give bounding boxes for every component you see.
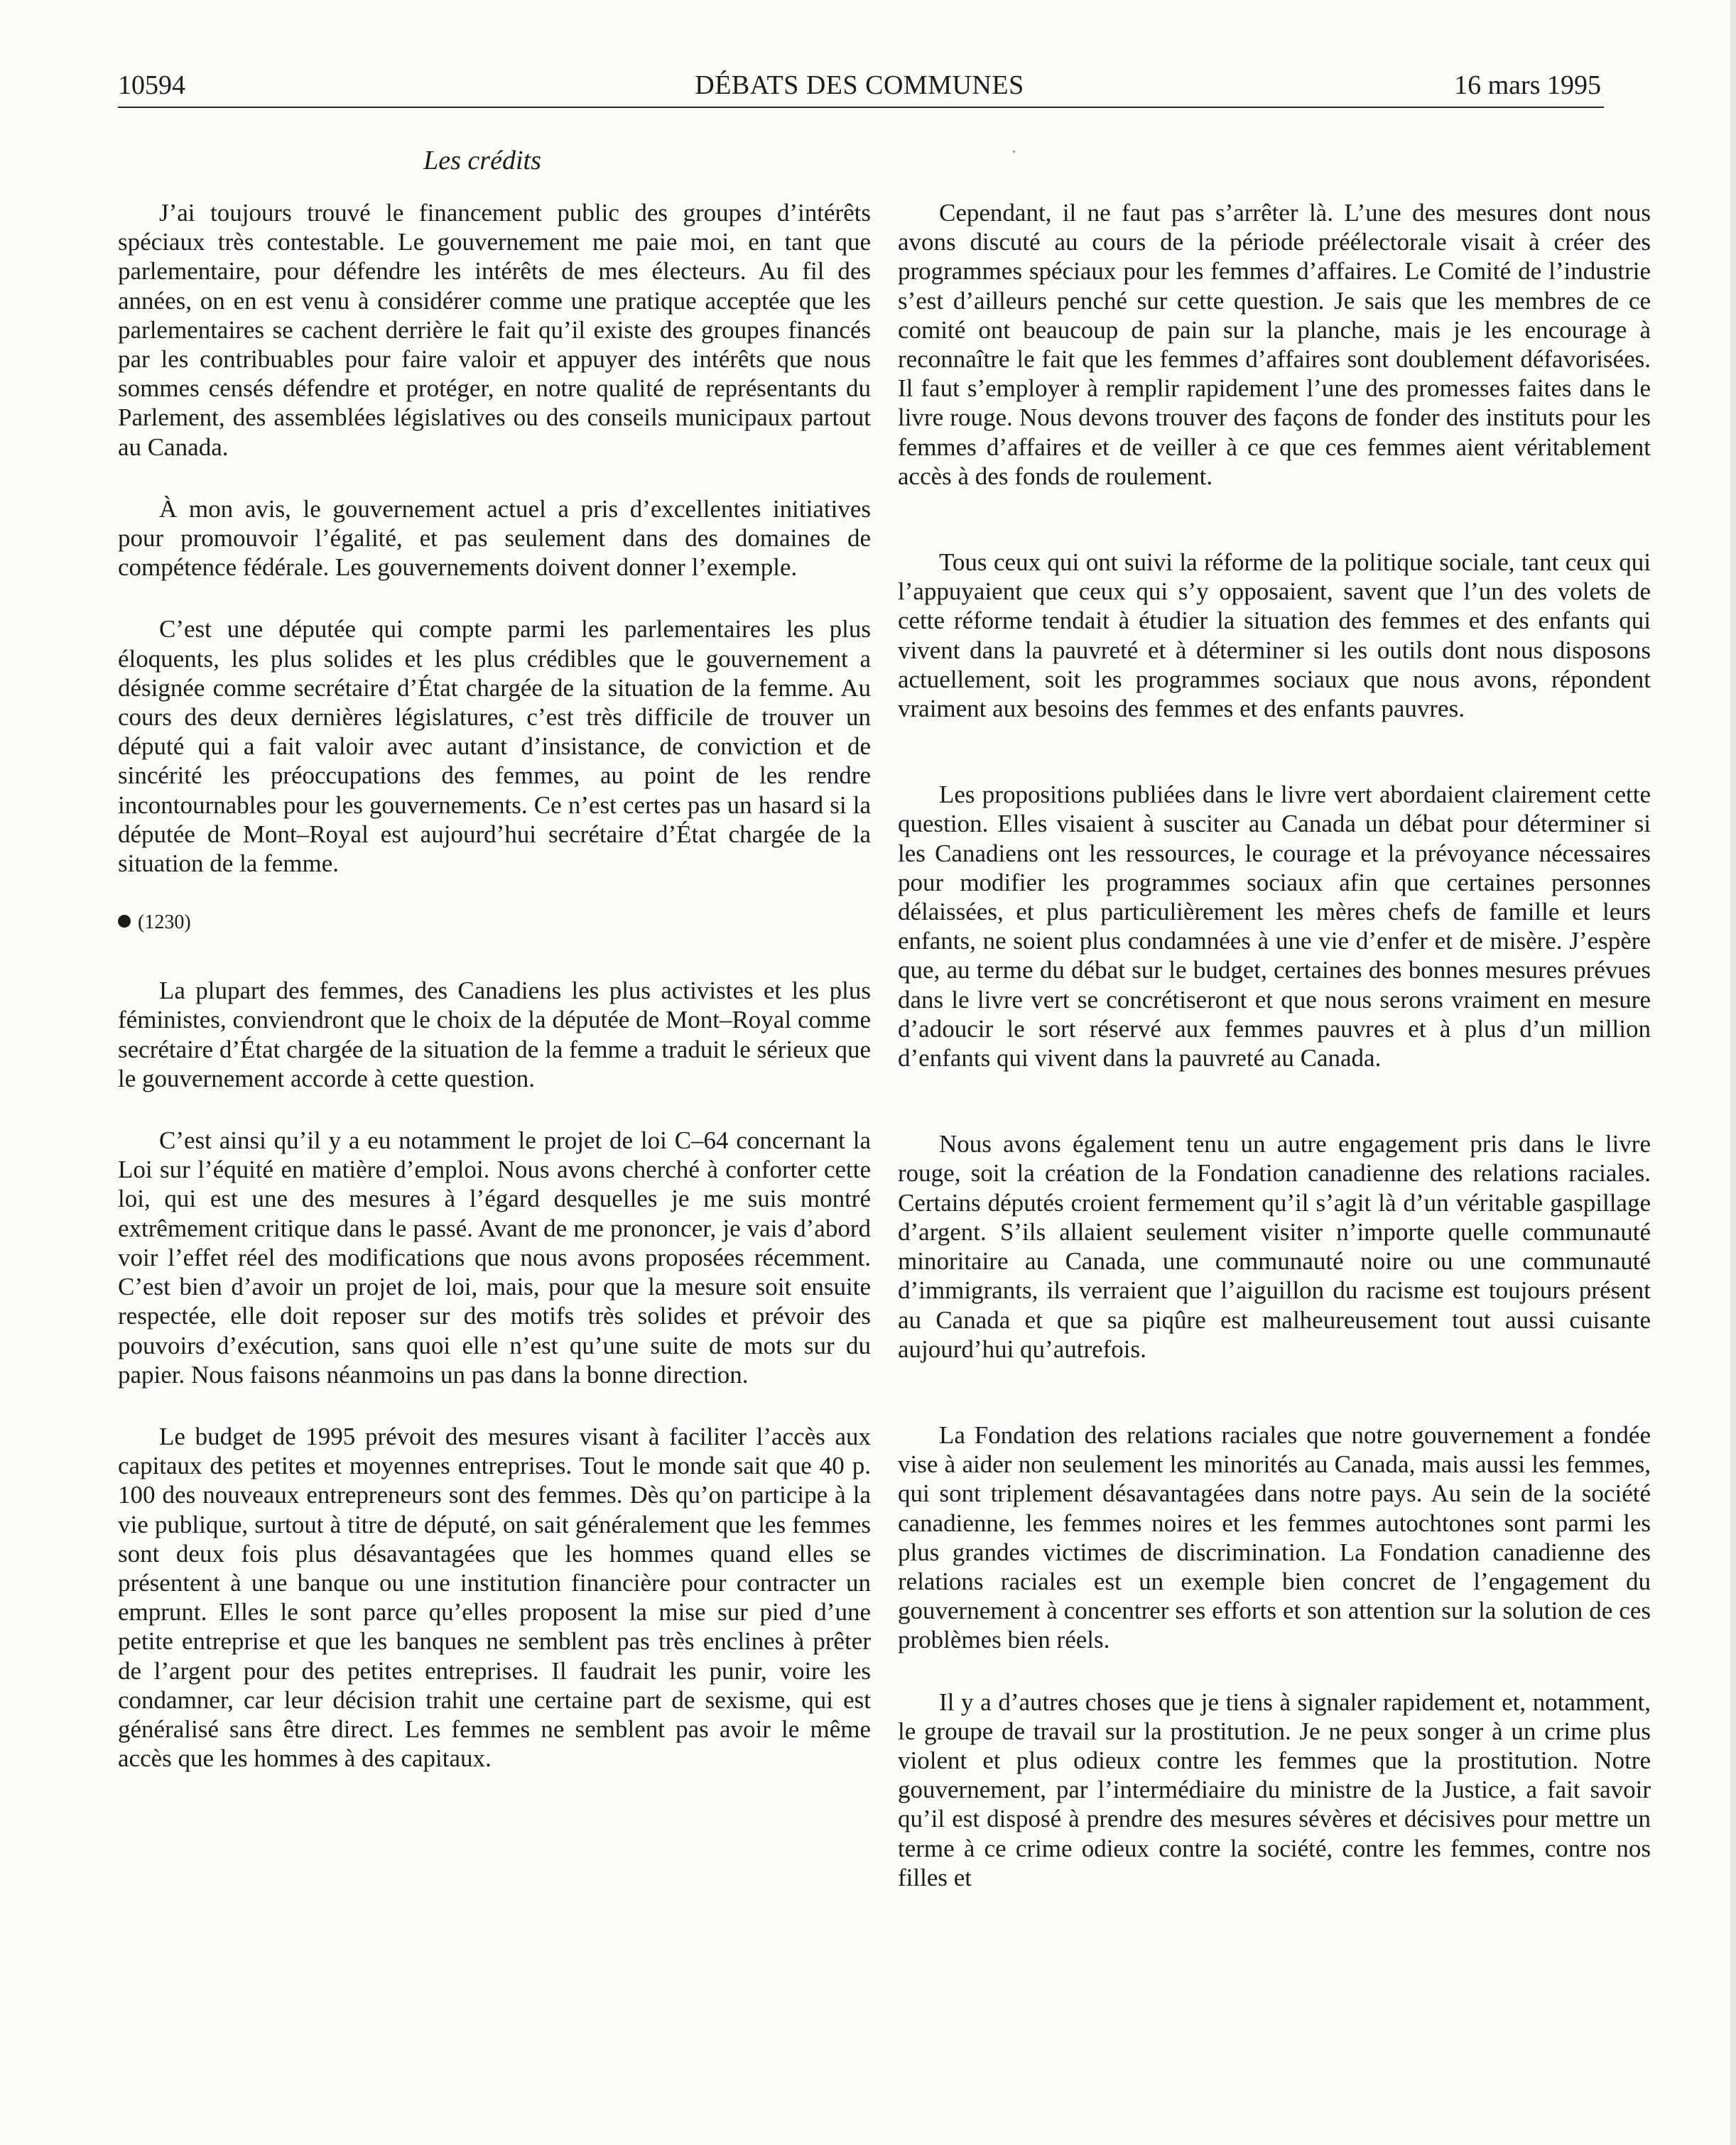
page-number: 10594 (118, 70, 185, 100)
paragraph: Nous avons également tenu un autre engagement pris dans le livre rouge, soit la création de la Fondation canadienne des relations raciales. Certains députés croient fermement qu’il s’agit là d’un véritable gaspillage d’argent. S’ils allaient seulement visiter n’importe quelle communauté minoritaire au Canada, une communauté noire ou une communauté d’immigrants, ils verraient que l’aiguillon du racisme est toujours présent au Canada et que sa piqûre est malheureusement tout aussi cuisante aujourd’hui qu’autrefois. (898, 1130, 1651, 1363)
timestamp-text: (1230) (138, 911, 191, 934)
paragraph: Il y a d’autres choses que je tiens à signaler rapidement et, notamment, le groupe de travail sur la prostitution. Je ne peux songer à un crime plus violent et plus odieux contre les femmes que la prostitution. Notre gouvernement, par l’intermédiaire du ministre de la Justice, a fait savoir qu’il est disposé à prendre des mesures sévères et décisives pour mettre un terme à ce crime odieux contre la société, contre les femmes, contre nos filles et (898, 1688, 1651, 1891)
journal-title: DÉBATS DES COMMUNES (695, 70, 1024, 100)
right-column (898, 198, 1651, 1925)
paragraph: La Fondation des relations raciales que notre gouvernement a fondée vise à aider non seulement les minorités au Canada, mais aussi les femmes, qui sont triplement désavantagées dans notre pays. Au sein de la société canadienne, les femmes noires et les femmes autochtones sont parmi les plus grandes victimes de discrimination. La Fondation canadienne des relations raciales est un exemple bien concret de l’engagement du gouvernement à concentrer ses efforts et son attention sur la solution de ces problèmes bien réels. (898, 1421, 1651, 1654)
paragraph: C’est une députée qui compte parmi les parlementaires les plus éloquents, les plus solides et les plus crédibles que le gouvernement a désignée comme secrétaire d’État chargée de la situation de la femme. Au cours des deux dernières législatures, c’est très difficile de trouver un député qui a fait valoir avec autant d’insistance, de conviction et de sincérité les préoccupations des femmes, au point de les rendre incontournables pour les gouvernements. Ce n’est certes pas un hasard si la députée de Mont–Royal est aujourd’hui secrétaire d’État chargée de la situation de la femme. (118, 615, 871, 878)
paragraph: La plupart des femmes, des Canadiens les plus activistes et les plus féministes, conviendront que le choix de la députée de Mont–Royal comme secrétaire d’État chargée de la situation de la femme a traduit le sérieux que le gouvernement accorde à cette question. (118, 977, 871, 1092)
paragraph: J’ai toujours trouvé le financement public des groupes d’intérêts spéciaux très contestable. Le gouvernement me paie moi, en tant que parlementaire, pour défendre les intérêts de mes électeurs. Au fil des années, on en est venu à considérer comme une pratique acceptée que les parlementaires se cachent derrière le fait qu’il existe des groupes financés par les contribuables pour faire valoir et appuyer des intérêts que nous sommes censés défendre et protéger, en notre qualité de représentants du Parlement, des assemblées législatives ou des conseils municipaux partout au Canada. (118, 199, 871, 461)
scan-edge (1730, 0, 1736, 2145)
header-rule (118, 107, 1604, 108)
left-column (118, 198, 871, 1805)
running-header (118, 64, 1601, 107)
paragraph: Cependant, il ne faut pas s’arrêter là. L’une des mesures dont nous avons discuté au cours de la période préélectorale visait à créer des programmes spéciaux pour les femmes d’affaires. Le Comité de l’industrie s’est d’ailleurs penché sur cette question. Je sais que les membres de ce comité ont beaucoup de pain sur la planche, mais je les encourage à reconnaître le fait que les femmes d’affaires sont doublement défavorisées. Il faut s’employer à remplir rapidement l’une des promesses faites dans le livre rouge. Nous devons trouver des façons de fonder des instituts pour les femmes d’affaires et de veiller à ce que ces femmes aient véritablement accès à des fonds de roulement. (898, 199, 1651, 490)
paragraph: Le budget de 1995 prévoit des mesures visant à faciliter l’accès aux capitaux des petites et moyennes entreprises. Tout le monde sait que 40 p. 100 des nouveaux entrepreneurs sont des femmes. Dès qu’on participe à la vie publique, surtout à titre de député, on sait généralement que les femmes sont deux fois plus désavantagées que les hommes quand elles se présentent à une banque ou une institution financière pour contracter un emprunt. Elles le sont parce qu’elles proposent la mise sur pied d’une petite entreprise et que les banques ne semblent pas très enclines à prêter de l’argent pour des petites entreprises. Il faudrait les punir, voire les condamner, car leur décision trahit une certaine part de sexisme, qui est généralisé sans être direct. Les femmes ne semblent pas avoir le même accès que les hommes à des capitaux. (118, 1422, 871, 1773)
timestamp-marker (118, 911, 871, 935)
paragraph: À mon avis, le gouvernement actuel a pris d’excellentes initiatives pour promouvoir l’égalité, et pas seulement dans des domaines de compétence fédérale. Les gouvernements doivent donner l’exemple. (118, 494, 871, 582)
paragraph: Tous ceux qui ont suivi la réforme de la politique sociale, tant ceux qui l’appuyaient que ceux qui s’y opposaient, savent que l’un des volets de cette réforme tendait à étudier la situation des femmes et des enfants qui vivent dans la pauvreté et à déterminer si les outils dont nous disposons actuellement, soit les programmes sociaux que nous avons, répondent vraiment aux besoins des femmes et des enfants pauvres. (898, 548, 1651, 723)
paragraph: C’est ainsi qu’il y a eu notamment le projet de loi C–64 concernant la Loi sur l’équité en matière d’emploi. Nous avons cherché à conforter cette loi, qui est une des mesures à l’égard desquelles je me suis montré extrêmement critique dans le passé. Avant de me prononcer, je vais d’abord voir l’effet réel des modifications que nous avons proposées récemment. C’est bien d’avoir un projet de loi, mais, pour que la mesure soit ensuite respectée, elle doit reposer sur des motifs très solides et prévoir des pouvoirs d’exécution, sans quoi elle n’est qu’une suite de mots sur du papier. Nous faisons néanmoins un pas dans la bonne direction. (118, 1126, 871, 1389)
print-speck (1013, 151, 1015, 153)
section-title: Les crédits (423, 146, 541, 175)
paragraph: Les propositions publiées dans le livre vert abordaient clairement cette question. Elles visaient à susciter au Canada un débat pour déterminer si les Canadiens ont les ressources, le courage et la prévoyance nécessaires pour modifier les programmes sociaux afin que certaines personnes délaissées, et plus particulièrement les mères chefs de famille et leurs enfants, ne soient plus condamnées à une vie d’enfer et de misère. J’espère que, au terme du débat sur le budget, certaines des bonnes mesures prévues dans le livre vert se concrétiseront et que nous serons vraiment en mesure d’adoucir le sort réservé aux femmes pauvres et à plus d’un million d’enfants qui vivent dans la pauvreté au Canada. (898, 781, 1651, 1072)
bullet-icon (118, 915, 131, 928)
issue-date: 16 mars 1995 (1454, 70, 1601, 100)
